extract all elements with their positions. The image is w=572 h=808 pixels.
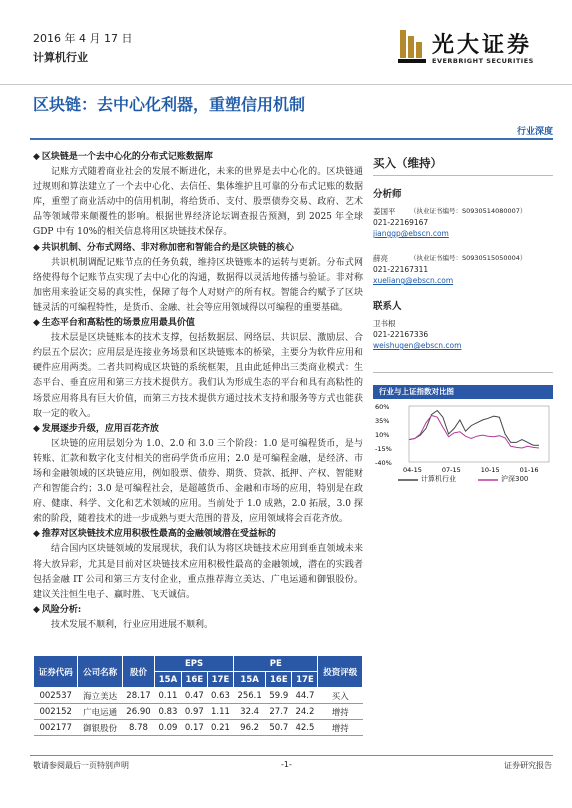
report-date: 2016 年 4 月 17 日 [33, 32, 133, 45]
y-tick-label: -40% [375, 459, 392, 467]
industry-label: 计算机行业 [33, 51, 88, 64]
diamond-icon: ◆ [33, 604, 40, 615]
analyst-cert: （执业证书编号：S0930514080007） [410, 207, 527, 215]
table-cell: 002537 [34, 688, 78, 704]
legend-swatch-index [478, 476, 498, 484]
table-header-row [34, 656, 363, 672]
contact-email-link[interactable]: weishugen@ebscn.com [373, 341, 462, 350]
analyst-email-link[interactable]: xueliang@ebscn.com [373, 276, 454, 285]
col-year: 17E [207, 672, 233, 688]
table-cell: 0.47 [181, 688, 207, 704]
y-tick-label: 35% [375, 417, 390, 425]
table-cell: 御银股份 [78, 720, 122, 736]
table-cell: 0.63 [207, 688, 233, 704]
legend-label-industry: 计算机行业 [421, 475, 456, 483]
table-cell: 0.21 [207, 720, 233, 736]
analyst-phone: 021-22169167 [373, 218, 429, 227]
table-cell: 0.83 [155, 704, 182, 720]
section-heading: ◆ 共识机制、分布式网络、非对称加密和智能合约是区块链的核心 [33, 242, 294, 253]
contact-phone: 021-22167336 [373, 330, 429, 339]
table-cell: 27.7 [266, 704, 292, 720]
col-code: 证券代码 [34, 656, 78, 688]
table-cell: 42.5 [292, 720, 318, 736]
contact-name: 卫书根 [373, 319, 396, 328]
col-year: 17E [292, 672, 318, 688]
diamond-icon: ◆ [33, 152, 40, 162]
series-line-index [409, 416, 539, 449]
table-cell: 增持 [318, 720, 363, 736]
table-cell: 8.78 [122, 720, 154, 736]
section-heading: ◆ 推荐对区块链技术应用积极性最高的金融领域潜在受益标的 [33, 529, 276, 540]
table-cell: 002152 [34, 704, 78, 720]
analyst-name: 薛亮 [373, 254, 388, 263]
table-row [34, 688, 363, 704]
section-text: 技术层是区块链账本的技术支撑，包括数据层、网络层、共识层、激励层、合约层五个层次；应用层是连接业务场景和区块链账本的桥梁，主要分为软件应用和硬件应用两类。二者共同构成区块链的系统框架，且由此延伸出三类商业模式：生态平台、垂直应用和第三方技术提供方。我们认为形成生态的平台和具有高粘性的场景应用将具有巨大价值，而第三方技术提供方通过技术支持和服务等方式也能获取一定的收入。 [33, 333, 363, 419]
col-year: 16E [266, 672, 292, 688]
title-divider [30, 138, 553, 140]
table-cell: 0.17 [181, 720, 207, 736]
col-name: 公司名称 [78, 656, 122, 688]
table-cell: 002177 [34, 720, 78, 736]
table-row [34, 704, 363, 720]
table-cell: 44.7 [292, 688, 318, 704]
sidebar-divider [373, 175, 553, 176]
table-cell: 海立美达 [78, 688, 122, 704]
table-cell: 1.11 [207, 704, 233, 720]
table-cell: 买入 [318, 688, 363, 704]
analyst-name: 姜国平 [373, 207, 396, 216]
diamond-icon: ◆ [33, 423, 40, 434]
section-heading: ◆ 区块链是一个去中心化的分布式记账数据库 [33, 152, 213, 162]
table-cell: 0.97 [181, 704, 207, 720]
page-title: 区块链：去中心化利器，重塑信用机制 [33, 95, 306, 114]
table-cell: 96.2 [234, 720, 266, 736]
page-number: -1- [281, 760, 292, 769]
doc-type-label: 行业深度 [516, 127, 553, 137]
col-rating: 投资评级 [318, 656, 363, 688]
y-tick-label: -15% [375, 445, 392, 453]
x-tick-label: 01-16 [519, 466, 539, 474]
table-cell: 26.90 [122, 704, 154, 720]
y-tick-label: 10% [375, 431, 390, 439]
table-row [34, 720, 363, 736]
chart-title: 行业与上证指数对比图 [373, 385, 553, 399]
table-cell: 50.7 [266, 720, 292, 736]
table-cell: 0.09 [155, 720, 182, 736]
y-tick-label: 60% [375, 403, 390, 411]
col-year: 15A [155, 672, 182, 688]
analyst-email-link[interactable]: jianggp@ebscn.com [373, 229, 449, 238]
diamond-icon: ◆ [33, 529, 40, 540]
stock-table [33, 655, 363, 736]
chart-plot-area [409, 406, 549, 462]
col-eps: EPS [155, 656, 234, 672]
x-tick-label: 10-15 [480, 466, 500, 474]
section-heading: ◆ 生态平台和高粘性的场景应用最具价值 [33, 318, 195, 329]
col-pe: PE [234, 656, 318, 672]
table-cell: 28.17 [122, 688, 154, 704]
logo-text: 光大证券 [432, 32, 533, 58]
diamond-icon: ◆ [33, 242, 40, 253]
table-cell: 0.11 [155, 688, 182, 704]
sidebar-divider [373, 372, 553, 373]
comparison-chart [373, 402, 553, 474]
contact-heading: 联系人 [373, 301, 402, 312]
footer-divider [30, 755, 553, 756]
footer-label: 证券研究报告 [504, 761, 552, 770]
section-text: 技术发展不顺利，行业应用进展不顺利。 [51, 619, 214, 630]
table-cell: 59.9 [266, 688, 292, 704]
section-text: 共识机制调配记账节点的任务负载，维持区块链账本的运转与更新。分布式网络使得每个记账节点实现了去中心化的沟通，数据得以灵活地传播与验证。非对称加密用来验证交易的真实性，保障了每个人对财产的所有权。智能合约赋予了区块链灵活的可编程特性，是货币、金融、社会等应用领域得以可编程的重要基础。 [33, 257, 363, 313]
col-price: 股价 [122, 656, 154, 688]
analyst-phone: 021-22167311 [373, 265, 429, 274]
x-tick-label: 07-15 [441, 466, 461, 474]
logo-icon [398, 30, 428, 64]
header-divider [0, 84, 572, 85]
table-cell: 广电运通 [78, 704, 122, 720]
section-text: 区块链的应用层划分为 1.0、2.0 和 3.0 三个阶段：1.0 是可编程货币，是与转账、汇款和数字化支付相关的密码学货币应用；2.0 是可编程金融，是经济、市场和金融领域的区块链应用，例如股票、债券、期货、贷款、抵押、产权、智能财产和智能合约；3.0 是可编程社会，是超越货币、金融和市场的应用，特别是在政府、健康、科学、文化和艺术领域的应用。当前处于 1.0 成熟，2.0 拓展，3.0 探索的阶段，随着技术的进一步成熟与更大范围的普及，应用领域将会百花齐放。 [33, 438, 363, 525]
legend-label-index: 沪深300 [501, 475, 529, 483]
analyst-cert: （执业证书编号：S0930515050004） [410, 254, 527, 262]
analyst-heading: 分析师 [373, 189, 402, 200]
table-cell: 增持 [318, 704, 363, 720]
table-cell: 256.1 [234, 688, 266, 704]
section-heading: ◆ 风险分析: [33, 604, 82, 615]
table-cell: 24.2 [292, 704, 318, 720]
table-cell: 32.4 [234, 704, 266, 720]
logo-text-en: EVERBRIGHT SECURITIES [432, 57, 534, 65]
col-year: 16E [181, 672, 207, 688]
section-text: 记账方式随着商业社会的发展不断进化，未来的世界是去中心化的。区块链通过规则和算法建立了一个去中心化、去信任、集体维护且可靠的分布式记账的数据库，重塑了商业活动中的信用机制，将给货币、支付、股票债券交易、政府、艺术品等领域带来颠覆性的影响。根据世界经济论坛调查报告预测，到 2025 年全球 GDP 中有 10%的相关信息将用区块链技术保存。 [33, 167, 363, 238]
section-text: 结合国内区块链领域的发展现状，我们认为将区块链技术应用到垂直领域未来将大放异彩，尤其是目前对区块链技术应用积极性最高的金融领域，潜在的实践者包括金融 IT 公司和第三方支付企业，重点推荐海立美达、广电运通和御银股份。建议关注恒生电子、赢时胜、飞天诚信。 [33, 544, 363, 600]
main-content [33, 150, 363, 633]
section-heading: ◆ 发展逐步升级，应用百花齐放 [33, 423, 159, 434]
footer-disclaimer: 敬请参阅最后一页特别声明 [33, 761, 129, 770]
series-line-industry [409, 411, 539, 446]
legend-swatch-industry [398, 476, 418, 484]
col-year: 15A [234, 672, 266, 688]
x-tick-label: 04-15 [403, 466, 422, 474]
rating-label: 买入（维持） [373, 156, 442, 170]
diamond-icon: ◆ [33, 318, 40, 329]
